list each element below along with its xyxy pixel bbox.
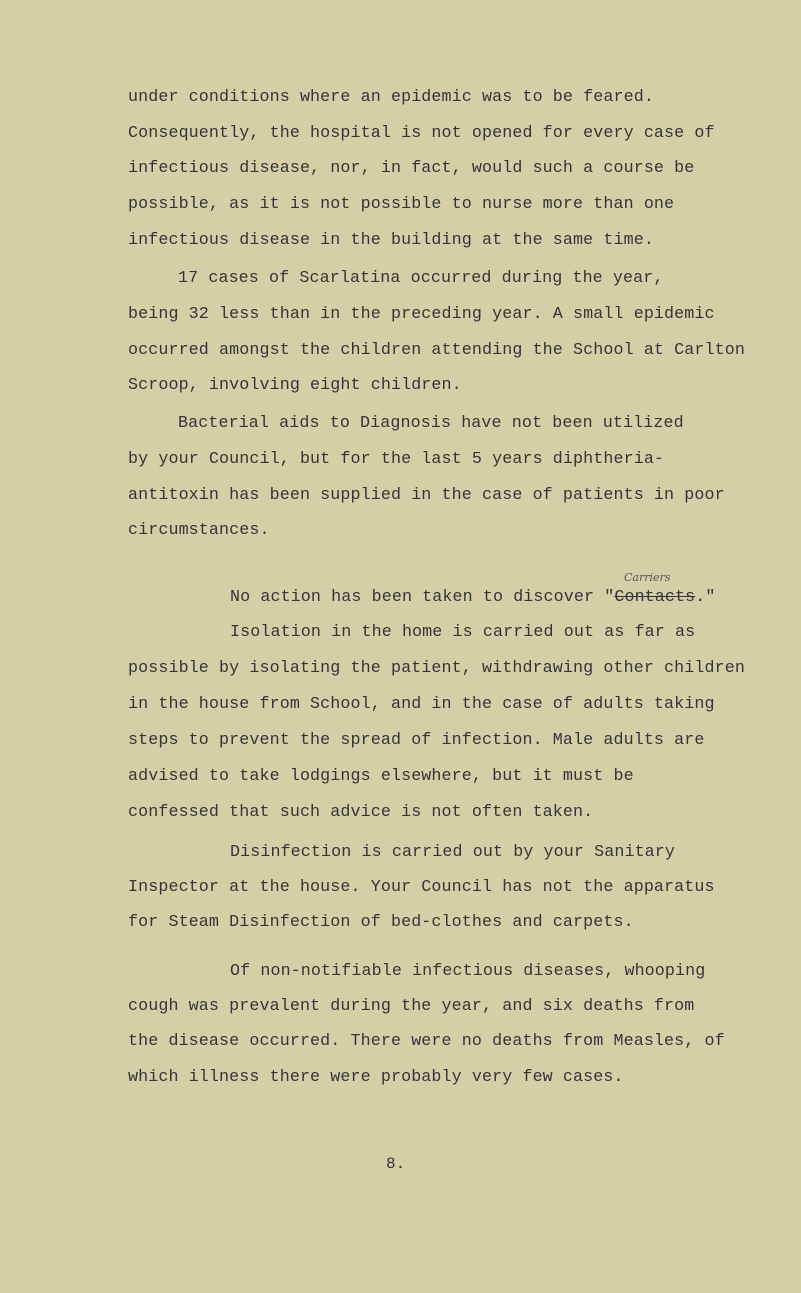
text: No action has been taken to discover "	[230, 588, 615, 607]
text-line: advised to take lodgings elsewhere, but it must be	[128, 767, 634, 786]
text-line: under conditions where an epidemic was to be feared.	[128, 88, 654, 107]
text-line: 17 cases of Scarlatina occurred during the year,	[178, 269, 664, 288]
text-line: steps to prevent the spread of infection. Male adults are	[128, 731, 705, 750]
text-line: Isolation in the home is carried out as far as	[230, 623, 696, 642]
text-line: cough was prevalent during the year, and six deaths from	[128, 997, 695, 1016]
text-line: the disease occurred. There were no deaths from Measles, of	[128, 1032, 725, 1051]
text-line: Bacterial aids to Diagnosis have not been utilized	[178, 414, 684, 433]
text-line: infectious disease, nor, in fact, would such a course be	[128, 159, 695, 178]
text-line: Inspector at the house. Your Council has not the apparatus	[128, 878, 715, 897]
text-line: by your Council, but for the last 5 years diphtheria-	[128, 450, 665, 469]
text-line: Consequently, the hospital is not opened for every case of	[128, 124, 715, 143]
text-line: possible, as it is not possible to nurse more than one	[128, 195, 675, 214]
text-line: Disinfection is carried out by your Sanitary	[230, 843, 676, 862]
no-action-line	[230, 588, 716, 608]
text-line: possible by isolating the patient, withdrawing other children	[128, 659, 745, 678]
struck-word: Contacts	[614, 588, 696, 607]
handwritten-correction: Carriers	[624, 571, 671, 584]
text-line: occurred amongst the children attending the School at Carlton	[128, 341, 745, 360]
text-line: infectious disease in the building at the same time.	[128, 231, 654, 250]
text-line: being 32 less than in the preceding year. A small epidemic	[128, 305, 715, 324]
page-number: 8.	[386, 1155, 406, 1173]
text-line: antitoxin has been supplied in the case of patients in poor	[128, 486, 725, 505]
text-line: Scroop, involving eight children.	[128, 376, 462, 395]
text-line: Of non-notifiable infectious diseases, whooping	[230, 962, 706, 981]
text-line: in the house from School, and in the case of adults taking	[128, 695, 715, 714]
text-line: for Steam Disinfection of bed-clothes and carpets.	[128, 913, 634, 932]
text-line: which illness there were probably very few cases.	[128, 1068, 624, 1087]
text: ."	[695, 588, 716, 607]
text-line: circumstances.	[128, 521, 270, 540]
text-line: confessed that such advice is not often taken.	[128, 803, 594, 822]
